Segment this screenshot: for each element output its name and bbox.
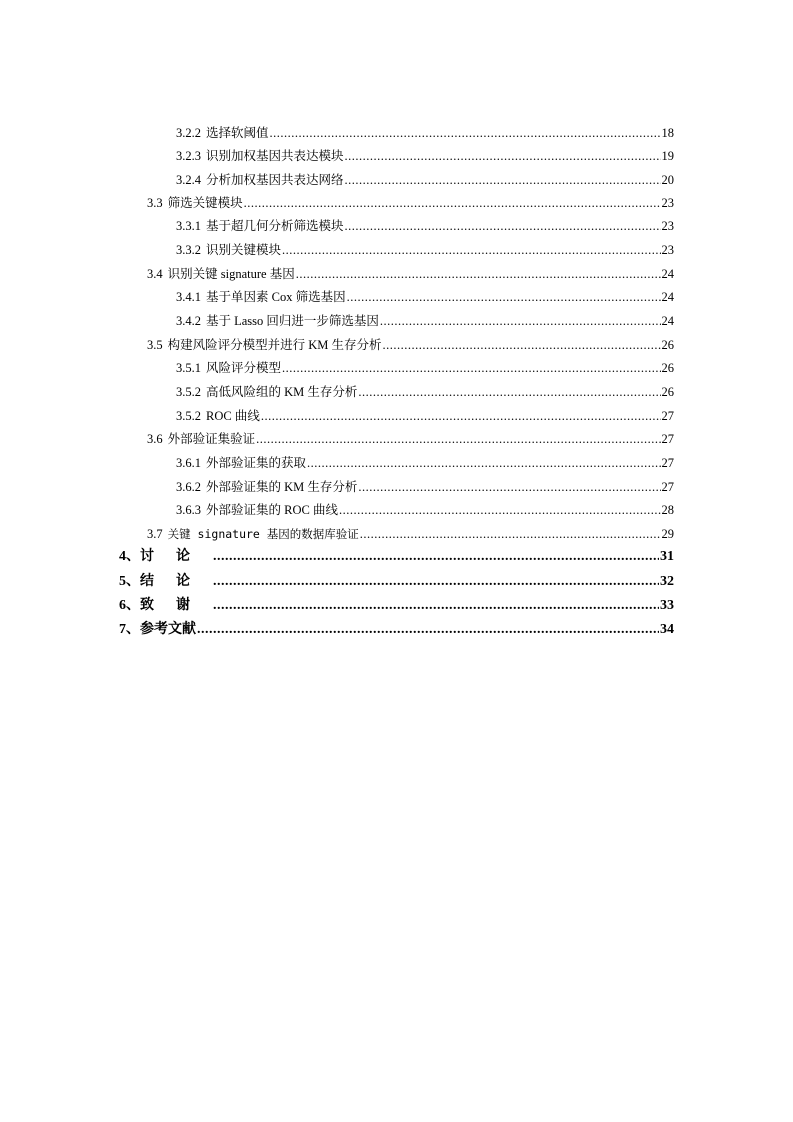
toc-entry-page: 27: [661, 409, 674, 423]
toc-entry[interactable]: [176, 287, 674, 307]
toc-entry-title: 外部验证集验证: [167, 432, 256, 446]
toc-entry[interactable]: [176, 123, 674, 143]
toc-entry-title: 外部验证集的 KM 生存分析: [206, 480, 358, 494]
toc-dot-leader: [345, 170, 661, 190]
toc-entry-number: 3.3: [147, 196, 163, 210]
toc-entry-page: 23: [661, 219, 674, 233]
toc-entry-title: 基于超几何分析筛选模块: [206, 219, 344, 233]
toc-entry-page: 24: [661, 290, 674, 304]
toc-entry-number: 3.6: [147, 432, 163, 446]
toc-dot-leader: [345, 216, 661, 236]
toc-entry-number: 4、: [119, 549, 140, 564]
toc-dot-leader: [339, 500, 661, 520]
toc-entry-page: 19: [661, 149, 674, 163]
toc-entry[interactable]: [119, 620, 674, 640]
toc-dot-leader: [213, 547, 659, 567]
toc-entry-page: 20: [661, 173, 674, 187]
toc-entry-page: 31: [660, 549, 674, 564]
toc-entry-title: 讨论: [140, 549, 212, 564]
toc-entry-number: 3.6.3: [176, 503, 201, 517]
toc-entry-page: 27: [661, 456, 674, 470]
toc-entry[interactable]: [176, 500, 674, 520]
toc-dot-leader: [244, 193, 661, 213]
toc-entry-title: 结论: [140, 574, 212, 589]
toc-entry-title: 风险评分模型: [206, 361, 282, 375]
toc-entry-number: 3.6.2: [176, 480, 201, 494]
toc-entry-number: 5、: [119, 574, 140, 589]
toc-entry-page: 33: [660, 598, 674, 613]
toc-entry-title: 关键 signature 基因的数据库验证: [167, 527, 359, 541]
toc-entry-title: 识别关键 signature 基因: [167, 267, 295, 281]
toc-entry-number: 3.6.1: [176, 456, 201, 470]
toc-entry-number: 3.2.3: [176, 149, 201, 163]
toc-entry-title: 构建风险评分模型并进行 KM 生存分析: [167, 338, 382, 352]
toc-entry-page: 34: [660, 622, 674, 637]
toc-entry[interactable]: [176, 477, 674, 497]
toc-entry-number: 3.2.2: [176, 126, 201, 140]
toc-entry-page: 32: [660, 574, 674, 589]
toc-dot-leader: [261, 406, 661, 426]
toc-dot-leader: [307, 453, 660, 473]
toc-entry-number: 3.3.2: [176, 243, 201, 257]
toc-entry-title: 致谢: [140, 598, 212, 613]
toc-entry[interactable]: [119, 547, 674, 567]
toc-entry-number: 3.7: [147, 527, 163, 541]
toc-entry-number: 3.5.2: [176, 385, 201, 399]
toc-dot-leader: [345, 146, 661, 166]
toc-entry[interactable]: [176, 406, 674, 426]
toc-entry[interactable]: [176, 216, 674, 236]
toc-entry-page: 27: [661, 480, 674, 494]
toc-entry-title: 选择软阈值: [206, 126, 269, 140]
toc-entry-page: 28: [661, 503, 674, 517]
toc-entry-title: 基于单因素 Cox 筛选基因: [206, 290, 346, 304]
toc-dot-leader: [282, 240, 660, 260]
toc-entry-number: 3.5.1: [176, 361, 201, 375]
toc-dot-leader: [270, 123, 661, 143]
toc-entry[interactable]: [147, 524, 674, 544]
toc-dot-leader: [296, 264, 661, 284]
toc-entry[interactable]: [176, 240, 674, 260]
toc-entry-title: ROC 曲线: [206, 409, 260, 423]
toc-entry-title: 外部验证集的获取: [206, 456, 307, 470]
toc-entry-page: 18: [661, 126, 674, 140]
toc-entry-number: 3.5.2: [176, 409, 201, 423]
toc-entry[interactable]: [176, 382, 674, 402]
toc-entry-number: 3.4.1: [176, 290, 201, 304]
toc-entry-page: 23: [661, 196, 674, 210]
toc-entry[interactable]: [176, 453, 674, 473]
toc-entry-page: 27: [661, 432, 674, 446]
toc-entry-title: 基于 Lasso 回归进一步筛选基因: [206, 314, 379, 328]
toc-entry-page: 23: [661, 243, 674, 257]
toc-entry-title: 分析加权基因共表达网络: [206, 173, 344, 187]
toc-dot-leader: [282, 358, 660, 378]
toc-dot-leader: [383, 335, 661, 355]
toc-entry-page: 26: [661, 361, 674, 375]
toc-entry-title: 参考文献: [140, 622, 196, 637]
toc-entry-number: 3.2.4: [176, 173, 201, 187]
toc-entry-page: 24: [661, 314, 674, 328]
toc-dot-leader: [358, 477, 660, 497]
toc-entry[interactable]: [147, 264, 674, 284]
toc-entry-page: 24: [661, 267, 674, 281]
toc-entry-page: 26: [661, 385, 674, 399]
toc-dot-leader: [380, 311, 661, 331]
toc-entry[interactable]: [176, 358, 674, 378]
toc-entry-title: 识别加权基因共表达模块: [206, 149, 344, 163]
toc-dot-leader: [360, 524, 661, 544]
toc-entry-title: 外部验证集的 ROC 曲线: [206, 503, 338, 517]
toc-entry[interactable]: [119, 572, 674, 592]
toc-entry-page: 29: [661, 527, 674, 541]
toc-dot-leader: [256, 429, 660, 449]
toc-entry[interactable]: [119, 596, 674, 616]
toc-entry-title: 识别关键模块: [206, 243, 282, 257]
toc-entry-number: 6、: [119, 598, 140, 613]
toc-dot-leader: [213, 596, 659, 616]
toc-entry-page: 26: [661, 338, 674, 352]
toc-entry-title: 筛选关键模块: [167, 196, 243, 210]
toc-entry[interactable]: [147, 429, 674, 449]
toc-entry[interactable]: [147, 193, 674, 213]
toc-entry-title: 高低风险组的 KM 生存分析: [206, 385, 358, 399]
toc-entry[interactable]: [147, 335, 674, 355]
toc-entry-number: 3.5: [147, 338, 163, 352]
toc-dot-leader: [213, 572, 659, 592]
toc-dot-leader: [347, 287, 661, 307]
toc-entry[interactable]: [176, 146, 674, 166]
toc-entry-number: 3.4: [147, 267, 163, 281]
toc-entry[interactable]: [176, 311, 674, 331]
toc-dot-leader: [197, 620, 659, 640]
toc-entry-number: 7、: [119, 622, 140, 637]
toc-entry-number: 3.4.2: [176, 314, 201, 328]
toc-entry[interactable]: [176, 170, 674, 190]
toc-entry-number: 3.3.1: [176, 219, 201, 233]
toc-dot-leader: [358, 382, 660, 402]
